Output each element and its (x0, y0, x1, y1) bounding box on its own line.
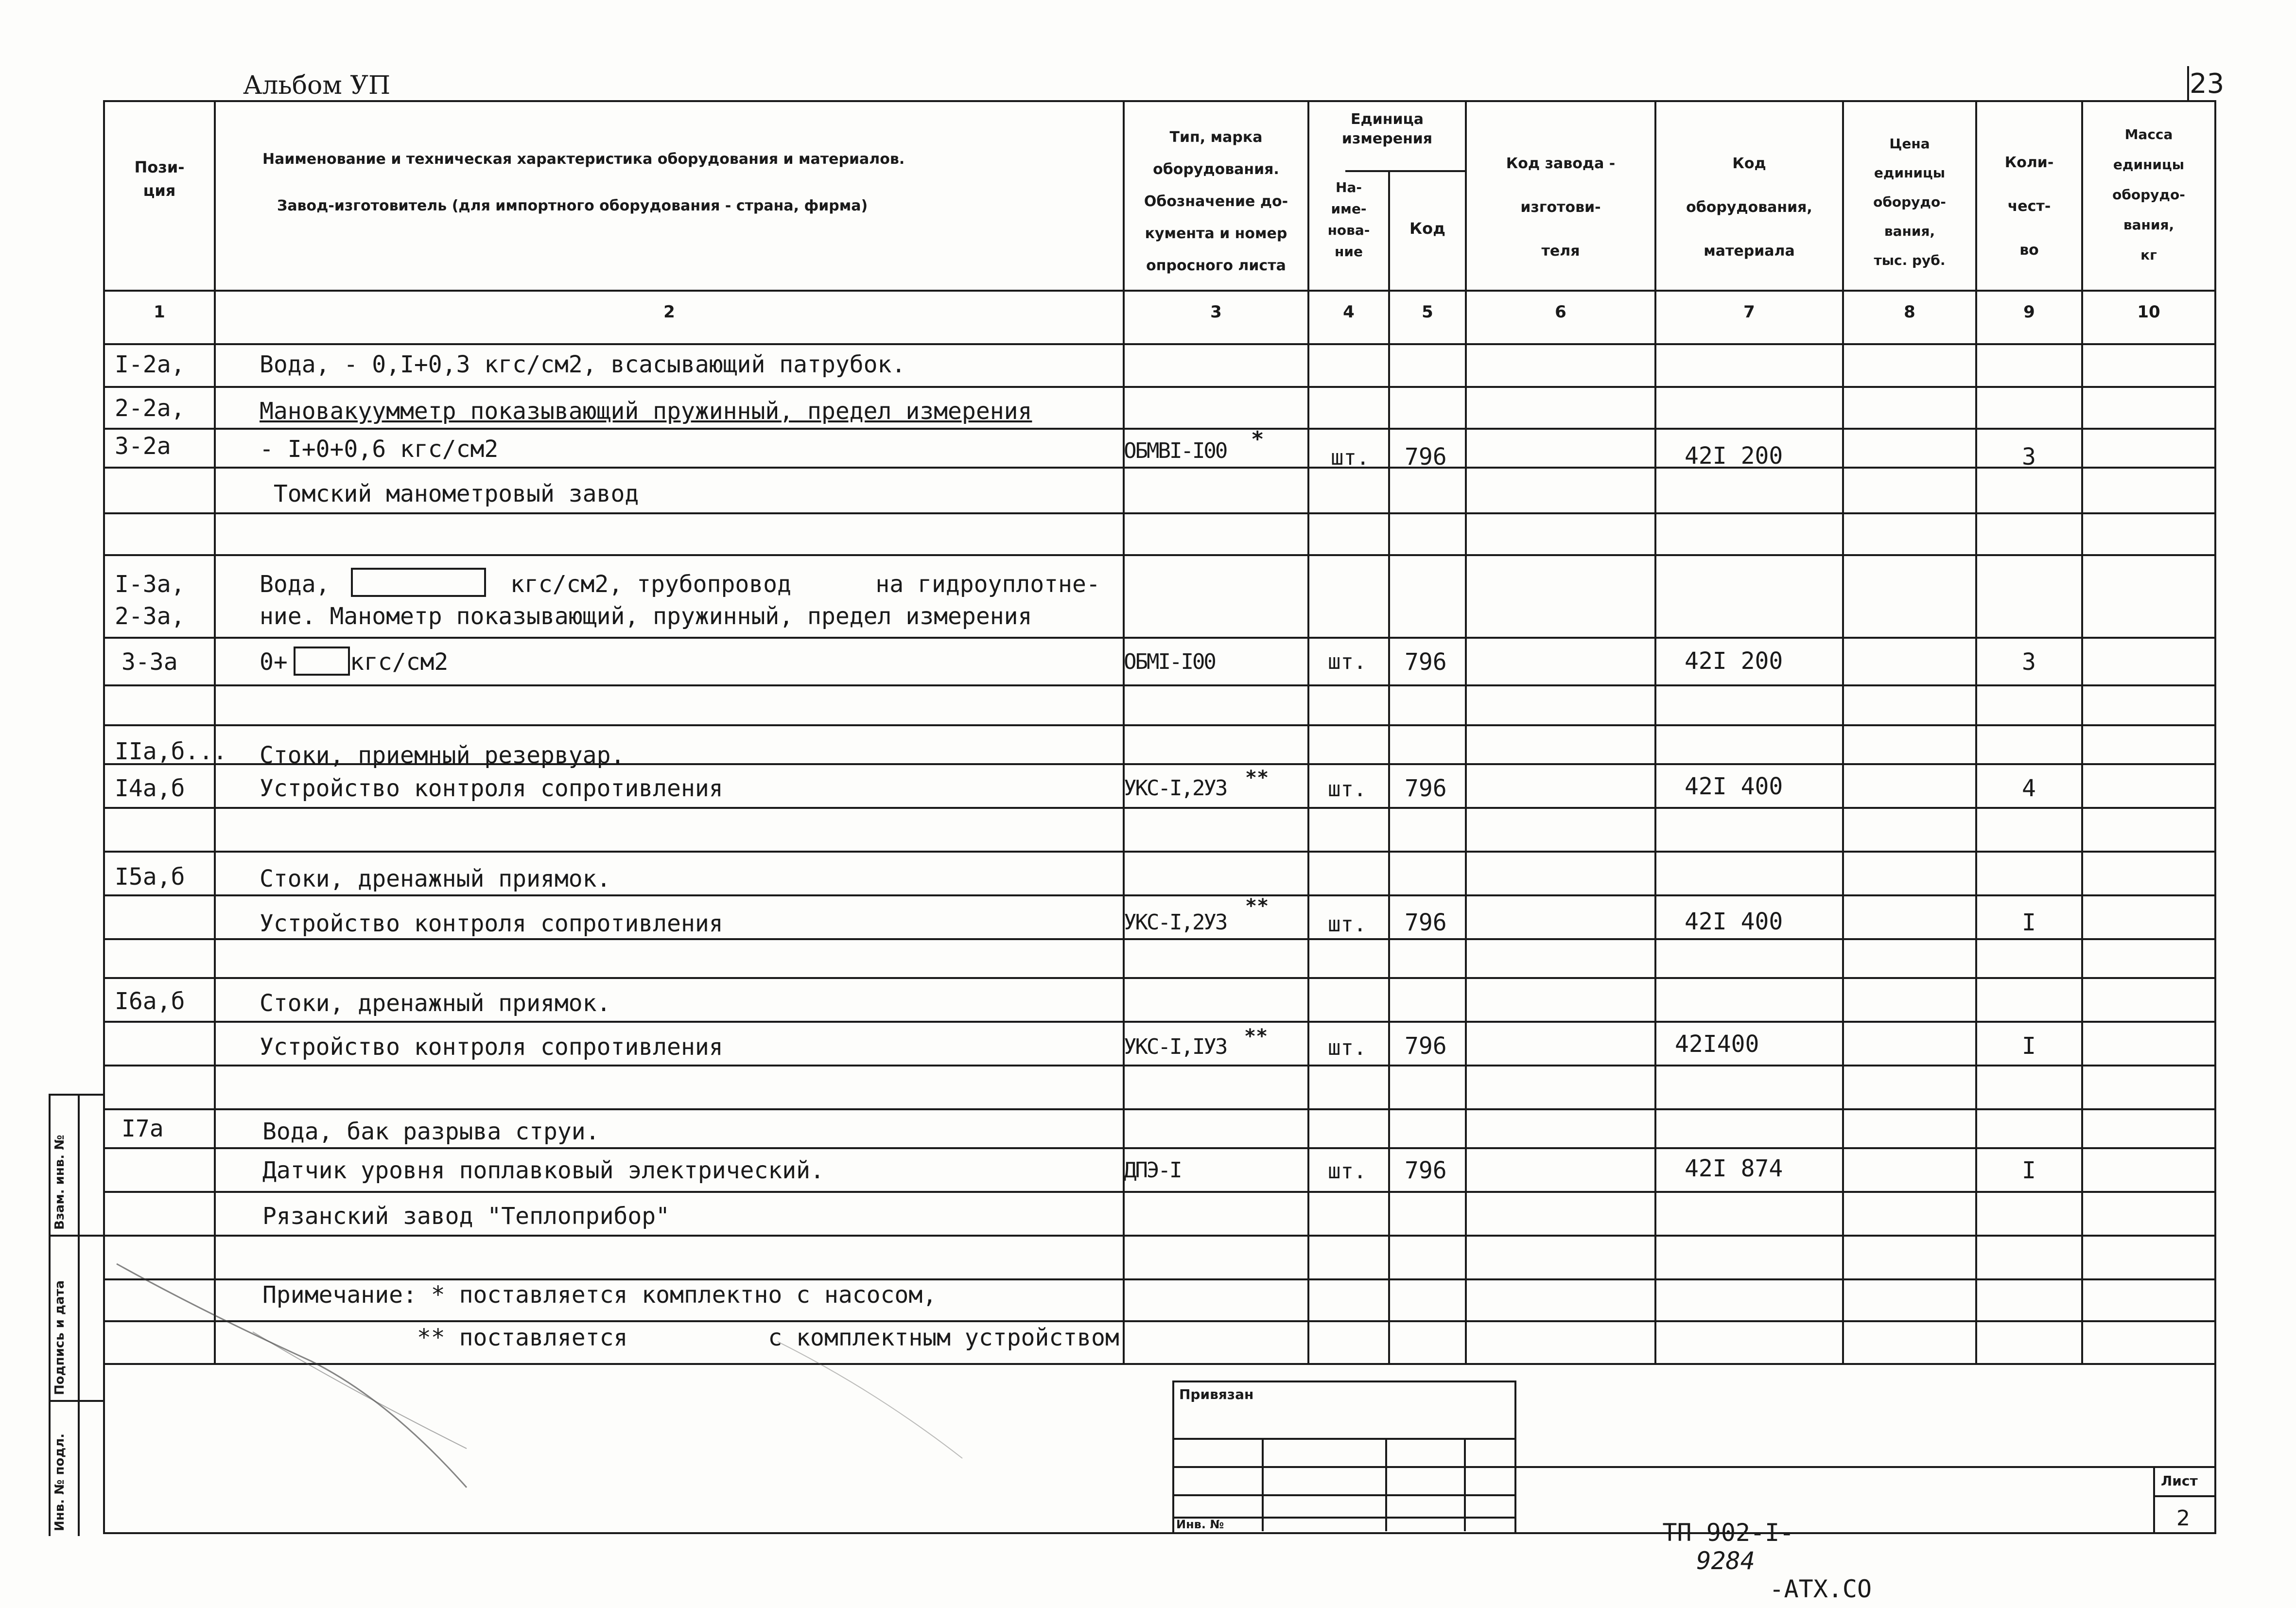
sheet-label: Лист (2161, 1473, 2198, 1489)
col-num-9: 9 (2023, 302, 2035, 322)
row-position: 3-3а (122, 648, 178, 676)
side-label-original-inventory: Инв. № подл. (52, 1433, 67, 1531)
row-name: Стоки, приемный резервуар. (260, 742, 625, 769)
row-unit: шт. (1328, 912, 1367, 937)
row-name: ** поставляется с комплектным устройством (262, 1324, 1119, 1351)
row-name: Вода, (260, 571, 330, 598)
row-code: 796 (1405, 1032, 1447, 1060)
row-name: 0+ (260, 648, 288, 676)
row-position: 2-2а, (115, 395, 185, 422)
row-position: I7а (122, 1115, 164, 1142)
row-name: Стоки, дренажный приямок. (260, 865, 611, 892)
row-name-continued: кгс/см2 (350, 648, 449, 676)
row-equipment-code: 42I 400 (1685, 773, 1783, 800)
row-name: Томский манометровый завод (260, 480, 639, 507)
inventory-number-label: Инв. № (1176, 1518, 1224, 1531)
col-num-8: 8 (1904, 302, 1915, 322)
row-name: Мановакуумметр показывающий пружинный, предел измерения (260, 398, 1032, 425)
row-name: Вода, - 0,I+0,3 кгс/см2, всасывающий патрубок. (260, 351, 906, 378)
row-quantity: I (2022, 1032, 2036, 1060)
row-unit: шт. (1328, 649, 1367, 674)
row-position: 3-2а (115, 433, 171, 460)
row-equipment-code: 42I 200 (1685, 647, 1783, 675)
row-type: УКС-I,2УЗ (1124, 910, 1227, 935)
document-code-handwritten: 9284 (1696, 1547, 1755, 1575)
row-unit: шт. (1328, 777, 1367, 802)
row-quantity: 3 (2022, 443, 2036, 471)
col-num-4: 4 (1343, 302, 1355, 322)
row-type: УКС-I,2УЗ (1124, 776, 1227, 801)
row-name: Устройство контроля сопротивления (260, 775, 723, 802)
row-equipment-code: 42I 200 (1685, 442, 1783, 470)
row-name: Стоки, дренажный приямок. (260, 990, 611, 1017)
row-code: 796 (1405, 775, 1447, 802)
row-position: I5а,б (115, 863, 185, 891)
document-code-suffix: -АТХ.СО (1769, 1575, 1872, 1603)
col-2-header-line2: Завод-изготовитель (для импортного оборудования - страна, фирма) (277, 197, 868, 214)
row-position: I6а,б (115, 988, 185, 1015)
row-equipment-code: 42I 874 (1685, 1155, 1783, 1182)
page-number: 23 (2190, 68, 2225, 100)
row-name: Вода, бак разрыва струи. (262, 1118, 600, 1145)
row-code: 796 (1405, 443, 1447, 471)
row-quantity: I (2022, 909, 2036, 936)
row-name: Устройство контроля сопротивления (260, 910, 723, 937)
row-name: Устройство контроля сопротивления (260, 1033, 723, 1061)
row-type: УКС-I,IУЗ (1124, 1034, 1227, 1059)
col-5-header: Код (1409, 219, 1445, 238)
row-quantity: I (2022, 1157, 2036, 1184)
row-quantity: 3 (2022, 648, 2036, 676)
row-position: 2-3а, (115, 603, 185, 630)
row-type-mark: ** (1245, 767, 1269, 789)
row-type: ОБМI-I00 (1124, 649, 1215, 674)
document-code-prefix: ТП 902-I- (1662, 1519, 1794, 1547)
col-6-header: Код завода - изготови- теля (1506, 155, 1616, 260)
row-type-mark: ** (1245, 895, 1269, 917)
row-type: ОБМВI-I00 (1124, 438, 1227, 463)
row-name: Примечание: * поставляется комплектно с насосом, (262, 1281, 937, 1309)
unit-group-header: Единица измерения (1341, 111, 1433, 147)
col-1-header: Пози- ция (134, 158, 185, 200)
row-position: IIа,б... (115, 738, 227, 765)
row-type-mark: ** (1244, 1025, 1268, 1048)
col-9-header: Коли- чест- во (2004, 154, 2054, 259)
row-type: ДПЭ-I (1124, 1158, 1181, 1183)
col-num-7: 7 (1743, 302, 1755, 322)
privyazan-label: Привязан (1179, 1386, 1254, 1402)
row-name: - I+0+0,6 кгс/см2 (260, 436, 499, 463)
col-num-5: 5 (1422, 302, 1433, 322)
col-num-3: 3 (1210, 302, 1222, 322)
row-unit: шт. (1328, 1159, 1367, 1184)
col-3-header: Тип, марка оборудования. Обозначение до- кумента и номер опросного листа (1144, 129, 1288, 274)
row-quantity: 4 (2022, 775, 2036, 802)
row-name-continued: кгс/см2, трубопровод на гидроуплотне- (510, 571, 1100, 598)
col-num-10: 10 (2137, 302, 2160, 322)
col-2-header-line1: Наименование и техническая характеристика оборудования и материалов. (262, 151, 905, 168)
col-num-2: 2 (663, 302, 675, 322)
row-equipment-code: 42I400 (1675, 1031, 1759, 1058)
row-name: ние. Манометр показывающий, пружинный, предел измерения (260, 603, 1032, 630)
sheet-number: 2 (2176, 1506, 2190, 1531)
row-code: 796 (1405, 909, 1447, 936)
album-label: Альбом УП (243, 71, 391, 100)
row-code: 796 (1405, 648, 1447, 676)
col-num-1: 1 (154, 302, 165, 322)
row-type-mark: * (1251, 427, 1264, 452)
col-7-header: Код оборудования, материала (1686, 155, 1812, 260)
row-position: I4а,б (115, 775, 185, 802)
row-position: I-2а, (115, 351, 185, 378)
row-equipment-code: 42I 400 (1685, 908, 1783, 935)
row-position: I-3а, (115, 571, 185, 598)
row-unit: шт. (1331, 445, 1370, 470)
col-4-header: На- име- нова- ние (1327, 179, 1370, 260)
col-num-6: 6 (1555, 302, 1566, 322)
col-10-header: Масса единицы оборудо- вания, кг (2112, 126, 2185, 263)
col-8-header: Цена единицы оборудо- вания, тыс. руб. (1873, 136, 1946, 268)
row-name: Датчик уровня поплавковый электрический. (262, 1157, 824, 1184)
side-label-signature-date: Подпись и дата (52, 1280, 67, 1395)
side-label-replaced-inventory: Взам. инв. № (52, 1135, 67, 1230)
row-name: Рязанский завод "Теплоприбор" (262, 1203, 670, 1230)
row-unit: шт. (1328, 1035, 1367, 1060)
row-code: 796 (1405, 1157, 1447, 1184)
